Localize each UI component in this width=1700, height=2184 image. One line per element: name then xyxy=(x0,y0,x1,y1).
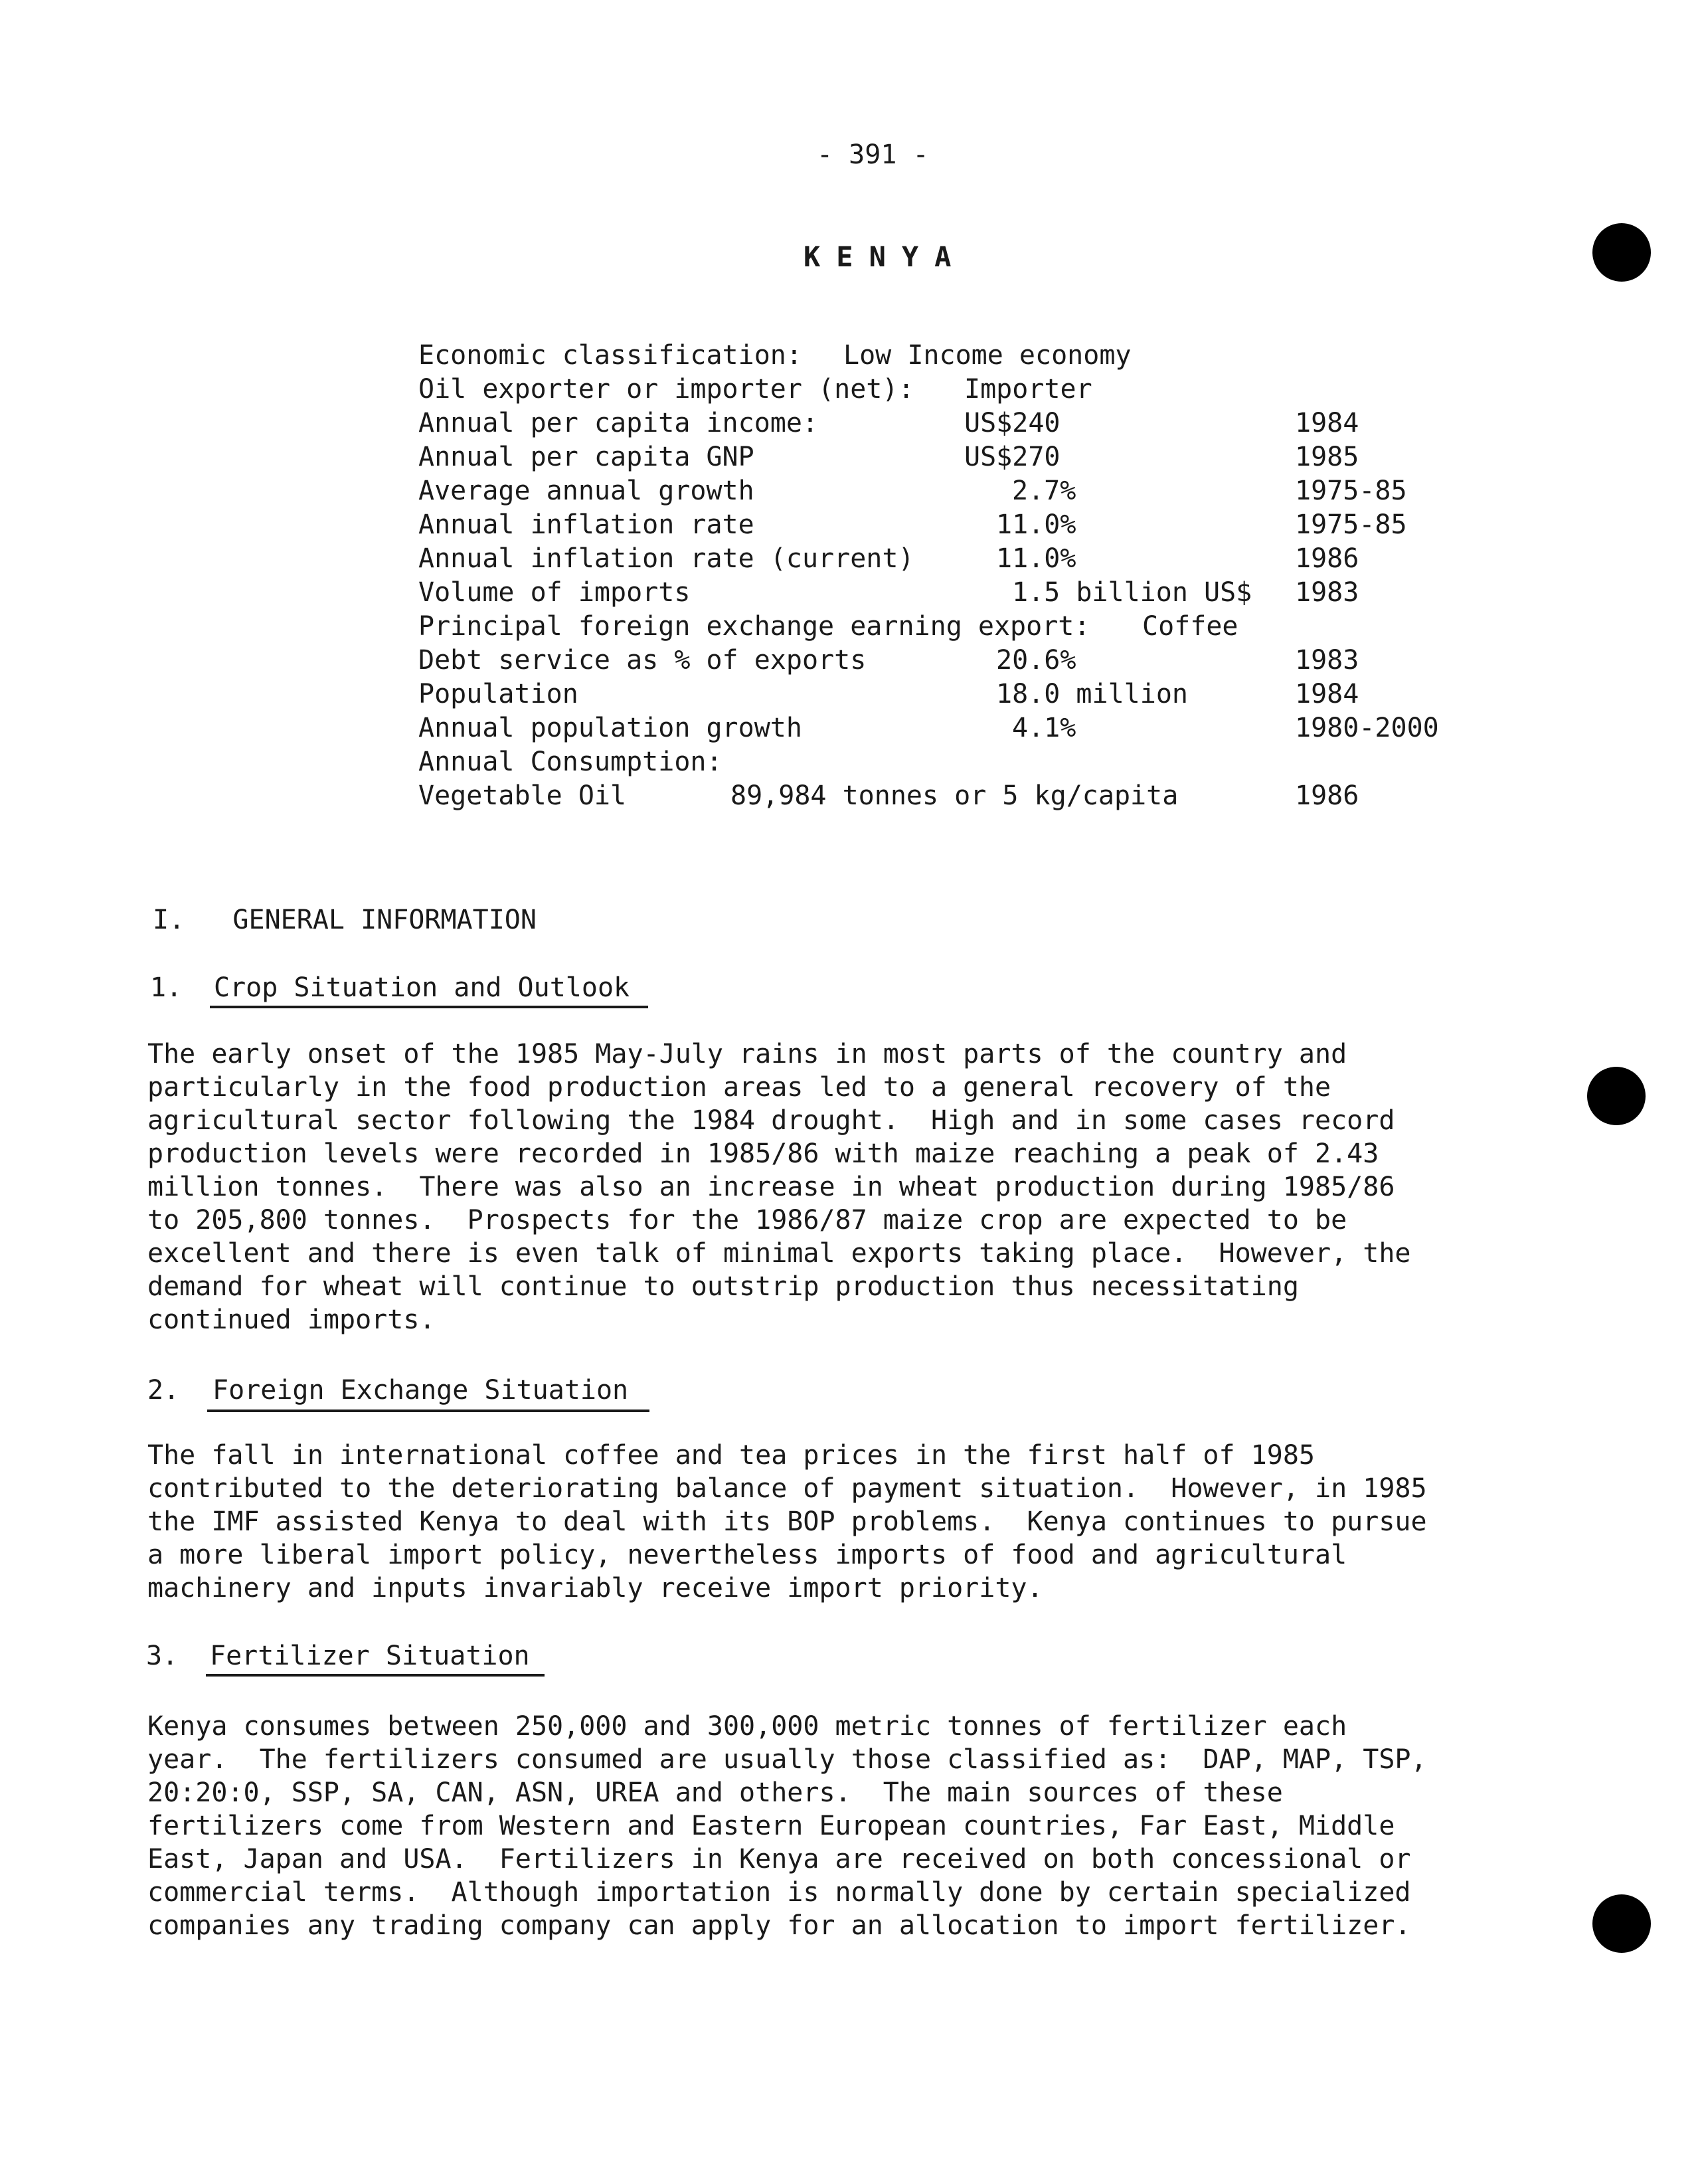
subsection-title-foreign-exchange: Foreign Exchange Situation xyxy=(212,1375,629,1406)
section-heading: I. GENERAL INFORMATION xyxy=(153,905,537,935)
paragraph-crop-situation: The early onset of the 1985 May-July rains in most parts of the country and particularly in the food production areas led to a general recovery of the agricultural sector following the 1984 drought. High and in some cases record production levels were recorded in 1985/86 with maize reaching a peak of 2.43 million tonnes. There was also an increase in wheat production during 1985/86 to 205,800 tonnes. Prospects for the 1986/87 maize crop are expected to be excellent and there is even talk of minimal exports taking place. However, the demand for wheat will continue to outstrip production thus necessitating continued imports. xyxy=(147,1039,1411,1335)
punch-hole-middle xyxy=(1587,1067,1646,1125)
subsection-underline-fertilizer xyxy=(206,1674,545,1677)
subsection-underline-crop xyxy=(210,1006,648,1008)
country-title: KENYA xyxy=(804,240,968,273)
paragraph-fertilizer: Kenya consumes between 250,000 and 300,000 metric tonnes of fertilizer each year. The fertilizers consumed are usually those classified as: DAP, MAP, TSP, 20:20:0, SSP, SA, CAN, ASN, UREA and others. The main sources of these fertilizers come from Western and Eastern European countries, Far East, Middle East, Japan and USA. Fertilizers in Kenya are received on both concessional or commercial terms. Although importation is normally done by certain specialized companies any trading company can apply for an allocation to import fertilizer. xyxy=(147,1711,1427,1941)
subsection-title-crop: Crop Situation and Outlook xyxy=(214,972,630,1003)
paragraph-foreign-exchange: The fall in international coffee and tea prices in the first half of 1985 contributed to the deteriorating balance of payment situation. However, in 1985 the IMF assisted Kenya to deal with its BOP problems. Kenya continues to pursue a more liberal import policy, nevertheless imports of food and agricultural machinery and inputs invariably receive import priority. xyxy=(147,1440,1427,1603)
subsection-number-2: 2. xyxy=(147,1375,180,1406)
punch-hole-top xyxy=(1592,223,1651,282)
subsection-underline-foreign-exchange xyxy=(207,1410,649,1412)
subsection-number-3: 3. xyxy=(146,1641,179,1671)
subsection-number-1: 1. xyxy=(150,972,183,1003)
subsection-title-fertilizer: Fertilizer Situation xyxy=(210,1641,530,1671)
page-number: - 391 - xyxy=(817,139,929,170)
punch-hole-bottom xyxy=(1592,1894,1651,1953)
